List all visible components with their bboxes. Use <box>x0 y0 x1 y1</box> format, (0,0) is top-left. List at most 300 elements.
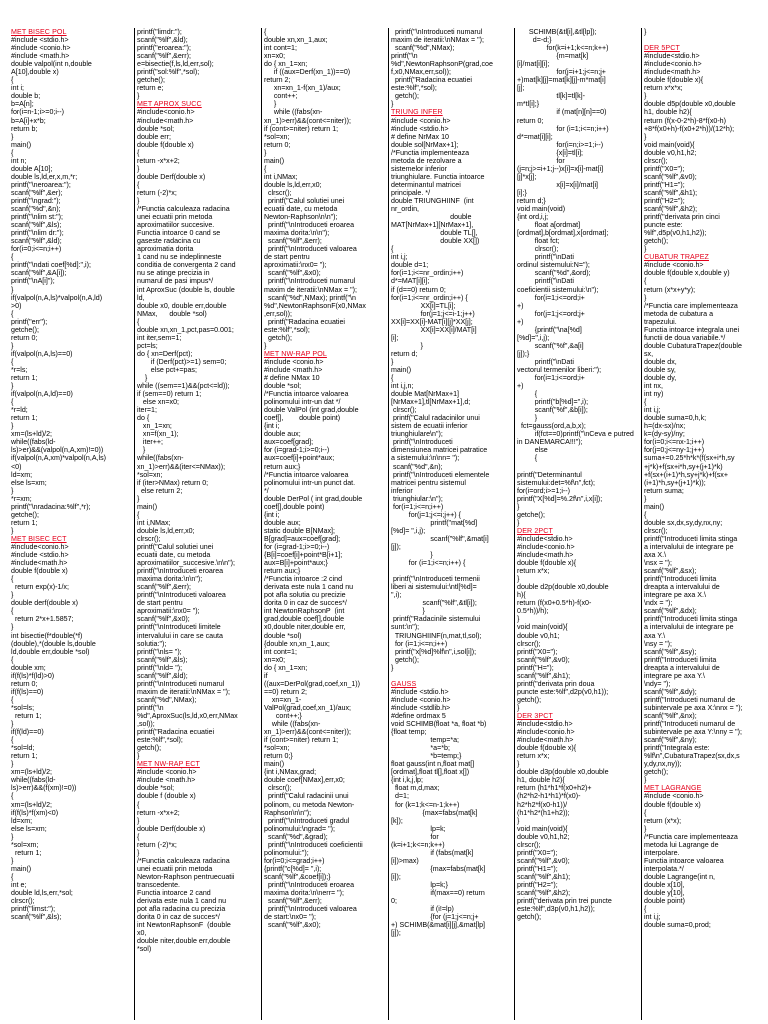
code-line: if(f(ls)*f(ld)>0) <box>11 671 55 680</box>
code-line: xn=xn_1- <box>264 695 302 704</box>
code-line: { <box>644 277 647 286</box>
code-line: polinom, cu metoda Newton- <box>264 800 355 809</box>
code-line: return exp(x)-1/x; <box>11 583 69 592</box>
code-line: { <box>11 575 14 584</box>
code-line: %d",NewtonRaphsonF(x0,NMax <box>264 301 366 310</box>
code-line: sunt:\n"); <box>391 623 420 632</box>
code-line: lp=k; <box>391 824 446 833</box>
code-line: { <box>137 800 140 809</box>
code-line: maxima dorita:\n\n"); <box>137 575 203 584</box>
code-line: printf("\nIntroduceti elementele <box>391 470 490 479</box>
code-line: for(i=1;i<=nr_ordin;i++) { <box>391 293 468 302</box>
code-line: double DerPol ( int grad,double <box>264 494 363 503</box>
code-line: main() <box>264 760 285 769</box>
code-line: printf("\nDati <box>517 277 574 286</box>
code-line: /*Functia implementeaza <box>391 148 470 157</box>
code-line: double d=1; <box>391 261 429 270</box>
code-line: double XX[]) <box>391 237 480 246</box>
code-line: clrscr(); <box>264 784 292 793</box>
code-line: double y[10], <box>644 889 685 898</box>
code-line: main() <box>644 502 665 511</box>
code-line: printf("\nIntroduceti <box>391 438 453 447</box>
code-line: {m=mat[k] <box>517 52 589 61</box>
code-line: } <box>11 760 14 769</box>
code-line: } <box>644 776 647 785</box>
code-line: } <box>264 100 277 109</box>
code-line: #include<conio.h> <box>137 108 195 117</box>
code-line: +)mat[k][j]=mat[k][j]-m*mat[i] <box>517 76 606 85</box>
code-line: *sol=xn; <box>264 132 290 141</box>
code-line: #include<conio.h> <box>11 543 69 551</box>
code-line: int i; <box>11 84 25 93</box>
code-line: b=A[n]; <box>11 100 34 109</box>
code-line: } <box>517 760 520 769</box>
code-line: \ndy= "); <box>644 679 671 688</box>
code-line: getche(); <box>11 325 39 334</box>
code-line: printf("Introduceti limita stinga <box>644 534 738 543</box>
code-line: 1 cand nu se indeplinneste <box>137 253 222 262</box>
code-line: \nsx = "); <box>644 559 672 568</box>
code-line: *a=*b; <box>391 744 450 753</box>
code-line: grad,double coef[],double <box>264 615 345 624</box>
code-line: scanf("%lf",&h2); <box>644 205 698 214</box>
column-divider <box>134 28 135 1020</box>
code-line: \ndx = "); <box>644 599 673 608</box>
code-line: double *sol; <box>264 382 302 391</box>
code-line: } <box>391 607 425 616</box>
code-line: [j]*x[j]; <box>517 172 537 181</box>
code-line: if (cont>=niter) return 1; <box>264 736 339 745</box>
code-line: intervalului in care se cauta <box>137 631 223 640</box>
code-line: solutia:"); <box>137 639 167 648</box>
code-line: int i,j; <box>391 253 408 262</box>
code-line: Functia intoarce 0 cand se <box>137 229 221 238</box>
code-line: gaseste radacina cu <box>137 237 201 246</box>
code-line: scanf("%lf",&ls); <box>137 655 188 664</box>
code-line: Functia intoarce valoarea <box>644 856 724 865</box>
code-line: scanf("%lf",&A[i]); <box>11 269 67 278</box>
code-line: suma+=0.25*h*k*(f(sx+i*h,sy <box>644 454 735 463</box>
code-line: scanf("%lf",&dx); <box>644 607 697 616</box>
code-line: scanf("%d",&grad); <box>264 832 328 841</box>
code-line: getch(); <box>517 695 542 704</box>
code-line: ld,double err,double *sol) <box>11 647 90 656</box>
code-line: %d",NewtonRaphsonP(grad,coe <box>391 60 493 69</box>
code-line: #include<conio.h> <box>517 728 575 737</box>
code-line: printf("eroarea:"); <box>137 44 191 53</box>
code-line: return 2*x+1.5857; <box>11 615 74 624</box>
code-line: } <box>11 856 14 865</box>
code-line: double b; <box>11 92 41 101</box>
code-line: +) <box>517 301 524 310</box>
code-line: getch(); <box>391 92 419 101</box>
code-line: A[10],double x) <box>11 68 59 77</box>
code-line: return 1; <box>11 518 38 527</box>
code-line: #include <conio.h> <box>137 768 197 777</box>
code-line: dorita 0 in caz de succes*/ <box>137 913 220 922</box>
code-line: getche(); <box>11 510 39 519</box>
code-line: #include <conio.h> <box>644 792 704 801</box>
code-line: polinomului:\ngrad= "); <box>264 824 335 833</box>
code-line: /*Functia intoarce valoarea <box>264 390 349 399</box>
code-line: b=A[i]+x*b; <box>11 116 46 125</box>
code-line: d=-d;} <box>517 36 552 45</box>
code-line: float gauss(int n,float mat[] <box>391 760 475 769</box>
code-line: double sy, <box>644 365 676 374</box>
code-line: dorita 0 in caz de succes*/ <box>264 599 347 608</box>
code-line <box>391 672 514 680</box>
code-line: /*Functia calculeaza radacina <box>137 205 230 214</box>
code-line: double f(double x){ <box>517 559 577 568</box>
code-line: /*Functia care implementeaza <box>644 301 738 310</box>
code-line: double err; <box>137 132 171 141</box>
code-line: } <box>137 816 140 825</box>
code-line: XX[i]=XX[i]/MAT[i] <box>391 325 477 334</box>
code-line: {max=fabs(mat[k] <box>391 808 478 817</box>
code-line: for(k=i+1;k<=n;k++) <box>517 44 609 53</box>
code-line: scanf("%lf",&ny); <box>644 736 697 745</box>
code-line: return d;} <box>517 196 546 205</box>
code-line: scanf("%lf",&ls); <box>11 221 62 230</box>
code-line: } <box>644 293 647 302</box>
code-line: double TL[], <box>391 229 478 238</box>
code-line: *sol=xn; <box>264 744 290 753</box>
code-line: int i,j; <box>644 913 661 922</box>
code-line: scanf("%lf",&ls); <box>11 913 62 922</box>
code-line: # define NMax 10 <box>264 374 320 383</box>
code-line: printf("Calul radacinilor unui <box>391 414 480 423</box>
code-line: ((aux=DerPol(grad,coef,xn_1)) <box>264 679 361 688</box>
code-line: main() <box>137 502 158 511</box>
code-line: printf("H2="); <box>517 880 558 889</box>
code-line: } <box>644 245 647 254</box>
code-line: ",i); <box>391 591 402 600</box>
code-line: f,x0,NMax,err,sol)); <box>391 68 451 77</box>
code-line: pct=ls; <box>137 341 158 350</box>
code-line: double dy, <box>644 374 677 383</box>
code-line: return 2; <box>264 76 291 85</box>
code-line: [ordmat],float tl[],float x[]) <box>391 768 470 777</box>
code-line: { <box>391 374 394 383</box>
code-line: } <box>11 382 14 391</box>
code-line: { <box>137 510 140 519</box>
code-line: aux=coef[grad]; <box>264 438 314 447</box>
code-line: } <box>137 494 140 503</box>
code-line: int i,j; <box>644 406 661 415</box>
code-line: ld=xm; <box>11 816 33 825</box>
code-line: {int i; <box>264 510 280 519</box>
code-line: liberi ai sistemului:\ntl[%d]= <box>391 583 477 592</box>
code-line: /*Functia care implementeaza <box>644 832 738 841</box>
code-line: {int ord,i,j; <box>517 213 549 222</box>
code-line: functii de doua variabile.*/ <box>644 333 726 342</box>
code-line: for(i=n-1;i>=0;i--) <box>11 108 65 117</box>
code-line: [i]/mat[i][i]; <box>517 60 550 69</box>
code-line: int i,NMax; <box>264 172 298 181</box>
code-line: double ValPol (int grad,double <box>264 406 359 415</box>
code-line: printf("Introduceti limita <box>644 575 717 584</box>
code-line: scanf("%lf",&err); <box>264 237 322 246</box>
code-line: double *sol; <box>137 124 175 133</box>
code-line: Functia intoarce 2 cand <box>137 889 211 898</box>
code-line: scanf("%lf",&ld); <box>11 237 62 246</box>
code-line: %lf",d5p(v0,h1,h2)); <box>644 229 707 238</box>
code-line: *r=xm; <box>11 494 32 503</box>
code-line: 0; <box>391 897 397 906</box>
code-line: void main(void){ <box>644 140 695 149</box>
code-line: int bisectie(f*double(*f) <box>11 631 83 640</box>
code-line: printf("\nlim st:"); <box>11 213 63 222</box>
code-line: integrare pe axa X.\ <box>644 591 706 600</box>
code-line: return e; <box>137 84 164 93</box>
code-line: scanf("%lf",&mat[i] <box>391 534 489 543</box>
code-line: x0, <box>137 929 147 938</box>
code-line: xn=f(xn_1); <box>137 430 179 439</box>
code-line: double *sol; <box>137 784 175 793</box>
code-line: double valpol(int n,double <box>11 60 92 69</box>
code-line: { <box>137 180 140 189</box>
code-line: #include <math.h> <box>11 52 70 61</box>
code-line: #define ordmax 5 <box>391 711 446 720</box>
code-line: polinomului:"); <box>264 848 309 857</box>
code-line: printf("H2="); <box>644 196 685 205</box>
code-line: { <box>644 808 647 817</box>
code-line: xn=x0; <box>264 655 286 664</box>
code-line: ecuatii date, cu metoda <box>137 551 211 560</box>
code-line: polinomului intr-un punct dat. <box>264 478 356 487</box>
code-line: double xm; <box>11 663 46 672</box>
code-line: while((fabs(ld- <box>11 438 56 447</box>
code-line: printf("\nIntroduceti eroarea <box>264 880 355 889</box>
code-line: [i];} <box>517 188 527 197</box>
code-line: double v0,h1; <box>517 631 560 640</box>
code-line: } <box>517 502 520 511</box>
section-heading: MET NW-RAP ECT <box>137 760 200 769</box>
code-line: if <box>264 671 268 680</box>
code-line: printf("\nIntroduceti coeficientii <box>264 840 363 849</box>
code-line: double dx, <box>644 357 677 366</box>
code-line: clrscr(); <box>517 639 541 648</box>
code-line: for (i=1;i<=n;i++) <box>517 124 609 133</box>
code-line: } <box>644 132 647 141</box>
code-line: puncte este:%lf",d2p(v0,h1)); <box>517 687 609 696</box>
code-line: printf("\nradacina:%lf",*r); <box>11 502 91 511</box>
code-line: y,dy,nx,ny)); <box>644 760 682 769</box>
code-line: coef[],double point) <box>264 502 325 511</box>
code-line: } <box>517 703 520 712</box>
code-line: for(i=0;i<=nx-1;i++) <box>644 438 705 447</box>
code-line: getch(); <box>644 768 669 777</box>
code-line: else xn=x0; <box>137 398 179 407</box>
code-line: (i+1)*h,sy+(j+1)*k)); <box>644 478 706 487</box>
code-line: x[i]=x[i]/mat[i] <box>517 180 599 189</box>
section-heading: GAUSS <box>391 679 417 688</box>
code-line: #include<math.h> <box>517 736 574 745</box>
code-line: printf("X0="); <box>517 647 558 656</box>
code-line: printf("Introduceti numarul de <box>644 720 736 729</box>
code-line: h1, double h2){ <box>644 108 692 117</box>
code-line: getch(); <box>517 913 542 922</box>
code-line: printf("\nIntroduceti valoarea <box>137 591 226 600</box>
code-line: void main(void){ <box>517 824 568 833</box>
section-heading: DER 5PCT <box>644 44 680 53</box>
code-line: ==0) return 2; <box>264 687 307 696</box>
code-line: { <box>264 164 267 173</box>
code-line: a intervalului de integrare pe <box>644 543 734 551</box>
code-line: printf("\nIntroduceti termenii <box>391 575 480 584</box>
code-line: if (d==0) return 0; <box>391 285 446 294</box>
code-line: #include<math.h> <box>644 68 701 77</box>
code-line: { <box>11 607 14 616</box>
code-line: { <box>11 695 14 704</box>
code-line: printf("\nDati <box>517 357 574 366</box>
code-line: #include<stdio.h> <box>517 534 573 543</box>
code-line: aux=B[i]+point*aux;} <box>264 559 328 568</box>
code-line: return -x*x+2; <box>137 156 180 165</box>
code-line: tl[k]=tl[k]- <box>517 92 585 101</box>
code-line: float fct; <box>517 237 560 246</box>
code-line: { <box>11 736 14 745</box>
code-line: [i])>max) <box>391 856 419 865</box>
code-line: vectorul termenilor liberi:"); <box>517 365 602 374</box>
code-line: } <box>11 422 14 431</box>
code-line: double Mat[NrMax+1] <box>391 390 460 399</box>
section-heading: MET BISEC ECT <box>11 534 67 543</box>
code-line: {max=fabs(mat[k] <box>391 864 486 873</box>
code-line: getch(); <box>644 237 669 246</box>
code-line: do { xn_1=xn; <box>264 663 308 672</box>
code-line: coef[], double point) <box>264 414 341 423</box>
code-line: scanf("%lf",&v0); <box>644 172 697 181</box>
code-line: } <box>391 551 433 560</box>
code-line: if(f(ls)==0) <box>11 687 44 696</box>
code-line: return 0; <box>517 116 544 125</box>
code-line: printf("Radacina ecuatiei <box>264 317 345 326</box>
code-line: printf("H1="); <box>517 864 558 873</box>
code-line: double aux; <box>264 518 301 527</box>
code-line: { <box>517 454 538 463</box>
code-line: scanf("%lf",&sx); <box>644 567 697 576</box>
code-line: xn_1=xn; <box>137 422 172 431</box>
code-line: getche(); <box>517 510 545 519</box>
code-line: printf("Calul solutiei unei <box>137 543 214 551</box>
code-line: while ((fabs(xn- <box>264 108 323 117</box>
code-line: } <box>517 414 538 423</box>
code-line: Functia intoarce integrala unei <box>644 325 740 334</box>
code-line: if (i!=lp) <box>391 905 454 914</box>
code-line: if(max==0) return <box>391 889 485 898</box>
code-line: maxima dorita:\n\n"); <box>264 229 330 238</box>
code-line: h2*h2*f(x0-h1))/ <box>517 800 568 809</box>
code-line: #include <conio.h> <box>11 44 71 53</box>
code-line: triunghiulare\n"); <box>391 430 443 439</box>
code-line: triunghiular:\n"); <box>391 494 443 503</box>
code-line: {printf("\na[%d] <box>517 325 582 334</box>
code-line: return x*x; <box>517 752 550 761</box>
code-line: } <box>391 357 394 366</box>
code-line: return x*x*x; <box>644 84 683 93</box>
code-line: printf("limdr:"); <box>137 28 182 36</box>
code-line: double v0,h1,h2; <box>644 148 697 157</box>
code-line: for (k=1;k<=n-1;k++) <box>391 800 460 809</box>
code-line: scanf("%lf",&h2); <box>517 889 571 898</box>
code-line: clrscr(); <box>517 840 541 849</box>
code-line: float a[ordmat] <box>517 221 581 230</box>
code-line: x0,double niter,double err, <box>264 623 346 632</box>
code-line: {B[i]=coef[i]+point*B[i+1]; <box>264 551 343 560</box>
code-line: { <box>264 28 267 36</box>
code-line: {int i,NMax,grad; <box>264 768 317 777</box>
code-line: } <box>137 752 140 761</box>
section-heading: CUBATUR TRAPEZ <box>644 253 709 262</box>
section-heading: MET LAGRANGE <box>644 784 702 793</box>
code-line: printf("mat[%d] <box>391 518 478 527</box>
code-line: do { xn=Derf(pct); <box>137 349 193 358</box>
code-line: printf("Determinantul <box>517 470 582 479</box>
code-line: ,sol)); <box>137 720 155 729</box>
code-line: scanf("%d",NMax); <box>137 695 197 704</box>
code-line: 0.5*h))/h); <box>517 607 549 616</box>
code-line: [i]; <box>391 333 399 342</box>
code-line: scanf("%f",&a[i] <box>517 341 584 350</box>
code-line: {double xn,xn_1,aux; <box>264 639 330 648</box>
code-line: determinantul matricei <box>391 180 461 189</box>
code-line: printf("H="); <box>517 663 554 672</box>
code-line: scanf("%lf",&nx); <box>644 711 697 720</box>
code-line: #include <conio.h> <box>264 357 324 366</box>
code-line: de start pentru <box>137 599 183 608</box>
code-line: } <box>137 848 140 857</box>
code-line: #include <stdio.h> <box>391 124 449 133</box>
code-line: aproximatii:\nx0= "); <box>264 261 327 270</box>
code-line: double f(double x) <box>644 800 701 809</box>
code-line: subintervale pe axa Y:\nny = "); <box>644 728 743 737</box>
code-line: dreapta a intervalului de <box>644 663 720 672</box>
code-line: printf("Introduceti limita stinga <box>644 615 738 624</box>
code-line: printf("derivata prin trei puncte <box>517 897 612 906</box>
code-line: if(valpol(n,A,xm)*valpol(n,A,ls) <box>11 454 107 463</box>
code-line: int ny) <box>644 390 664 399</box>
code-line: sistemelor inferior <box>391 164 447 173</box>
code-line: int nx, <box>644 382 663 391</box>
code-line: xm=(ls+ld)/2; <box>11 430 52 439</box>
code-line: SCHIMB(&tl[i],&tl[lp]); <box>517 28 597 36</box>
code-line: void SCHIMB(float *a, float *b) <box>391 720 487 729</box>
code-line: nu se atinge precizia in <box>137 269 210 278</box>
code-line: } <box>11 486 14 495</box>
code-line: printf("\neroarea:"); <box>11 180 71 189</box>
code-line: { <box>11 872 14 881</box>
code-line: aproximatii:\nx0= "); <box>137 607 200 616</box>
code-line: printf("Radacina ecuatiei <box>137 728 215 737</box>
code-line: else return 2; <box>137 486 183 495</box>
code-column-4 <box>390 28 514 1020</box>
code-line: xn_1)>err)&&(iter<=NMax)); <box>137 462 226 471</box>
code-line: printf("\nIntroduceti eroarea <box>137 567 224 576</box>
code-line: double Derf(double x) <box>137 172 206 181</box>
code-line: printf("\nIntroduceti eroarea <box>264 221 355 230</box>
code-line: *sol=ls; <box>11 703 35 712</box>
code-line: pot afla radacina cu precizia <box>137 905 226 914</box>
code-line: double A[10]; <box>11 164 53 173</box>
code-line: } <box>264 341 267 350</box>
code-line: for(i=0;i<=n;i++) <box>11 245 62 254</box>
code-line: printf("x[%d]%lf\n",i,sol[i]); <box>391 647 477 656</box>
code-line: } <box>137 164 140 173</box>
code-line: este:%lf",*sol); <box>137 736 183 745</box>
code-line: clrscr(); <box>517 245 559 254</box>
code-line: scanf("%lf",&sy); <box>644 647 697 656</box>
